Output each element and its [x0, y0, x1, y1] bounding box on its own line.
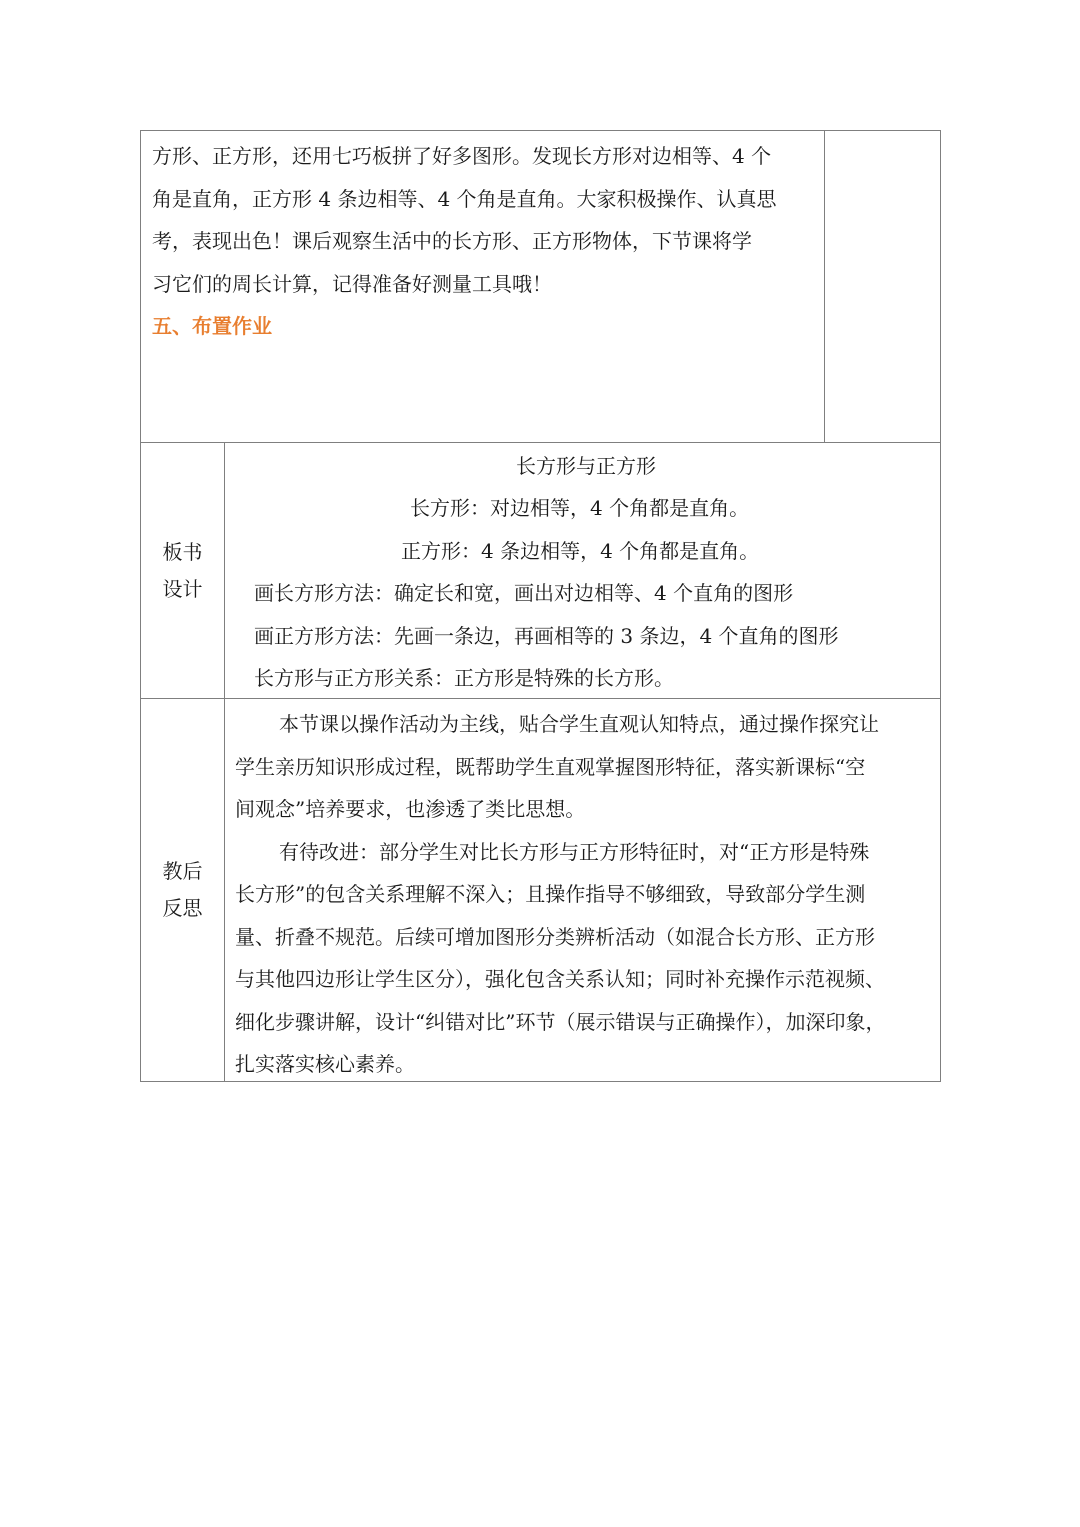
reflection-line: 量、折叠不规范。后续可增加图形分类辨析活动（如混合长方形、正方形 — [235, 924, 875, 949]
empty-side-cell — [825, 131, 941, 443]
board-title: 长方形与正方形 — [516, 454, 656, 478]
reflection-line: 与其他四边形让学生区分），强化包含关系认知；同时补充操作示范视频、 — [235, 967, 885, 991]
homework-heading: 五、布置作业 — [152, 314, 272, 338]
reflection-line: 间观念”培养要求，也渗透了类比思想。 — [235, 797, 586, 821]
summary-line: 习它们的周长计算，记得准备好测量工具哦！ — [152, 271, 552, 296]
reflection-line: 学生亲历知识形成过程，既帮助学生直观掌握图形特征，落实新课标“空 — [235, 754, 866, 779]
reflection-row — [141, 699, 941, 1082]
lesson-plan-table — [140, 130, 941, 1082]
summary-line: 方形、正方形，还用七巧板拼了好多图形。发现长方形对边相等、4 个 — [152, 144, 772, 168]
board-line: 长方形与正方形关系：正方形是特殊的长方形。 — [254, 666, 674, 690]
board-line: 正方形：4 条边相等，4 个角都是直角。 — [401, 539, 760, 563]
summary-line: 角是直角，正方形 4 条边相等、4 个角是直角。大家积极操作、认真思 — [152, 186, 777, 211]
summary-line: 考，表现出色！课后观察生活中的长方形、正方形物体，下节课将学 — [152, 229, 752, 253]
reflection-line: 长方形”的包含关系理解不深入；且操作指导不够细致，导致部分学生测 — [235, 882, 866, 906]
board-design-label — [141, 443, 225, 699]
board-design-row — [141, 443, 941, 699]
reflection-label-line: 教后 — [162, 859, 203, 883]
reflection-line: 扎实落实核心素养。 — [235, 1052, 415, 1076]
summary-row — [141, 131, 941, 443]
reflection-line: 有待改进：部分学生对比长方形与正方形特征时，对“正方形是特殊 — [279, 839, 870, 864]
board-line: 画正方形方法：先画一条边，再画相等的 3 条边，4 个直角的图形 — [254, 624, 839, 648]
reflection-label — [141, 699, 225, 1082]
board-label-line: 设计 — [162, 576, 203, 601]
board-line: 长方形：对边相等，4 个角都是直角。 — [410, 496, 750, 520]
reflection-line: 本节课以操作活动为主线，贴合学生直观认知特点，通过操作探究让 — [279, 712, 879, 736]
lesson-plan-document — [140, 130, 940, 1082]
board-label-line: 板书 — [162, 539, 203, 564]
board-design-content — [225, 443, 941, 699]
reflection-label-line: 反思 — [162, 896, 203, 920]
board-line: 画长方形方法：确定长和宽，画出对边相等、4 个直角的图形 — [254, 581, 794, 605]
reflection-content — [225, 699, 941, 1082]
reflection-line: 细化步骤讲解，设计“纠错对比”环节（展示错误与正确操作），加深印象， — [235, 1009, 886, 1034]
summary-cell — [141, 131, 825, 443]
